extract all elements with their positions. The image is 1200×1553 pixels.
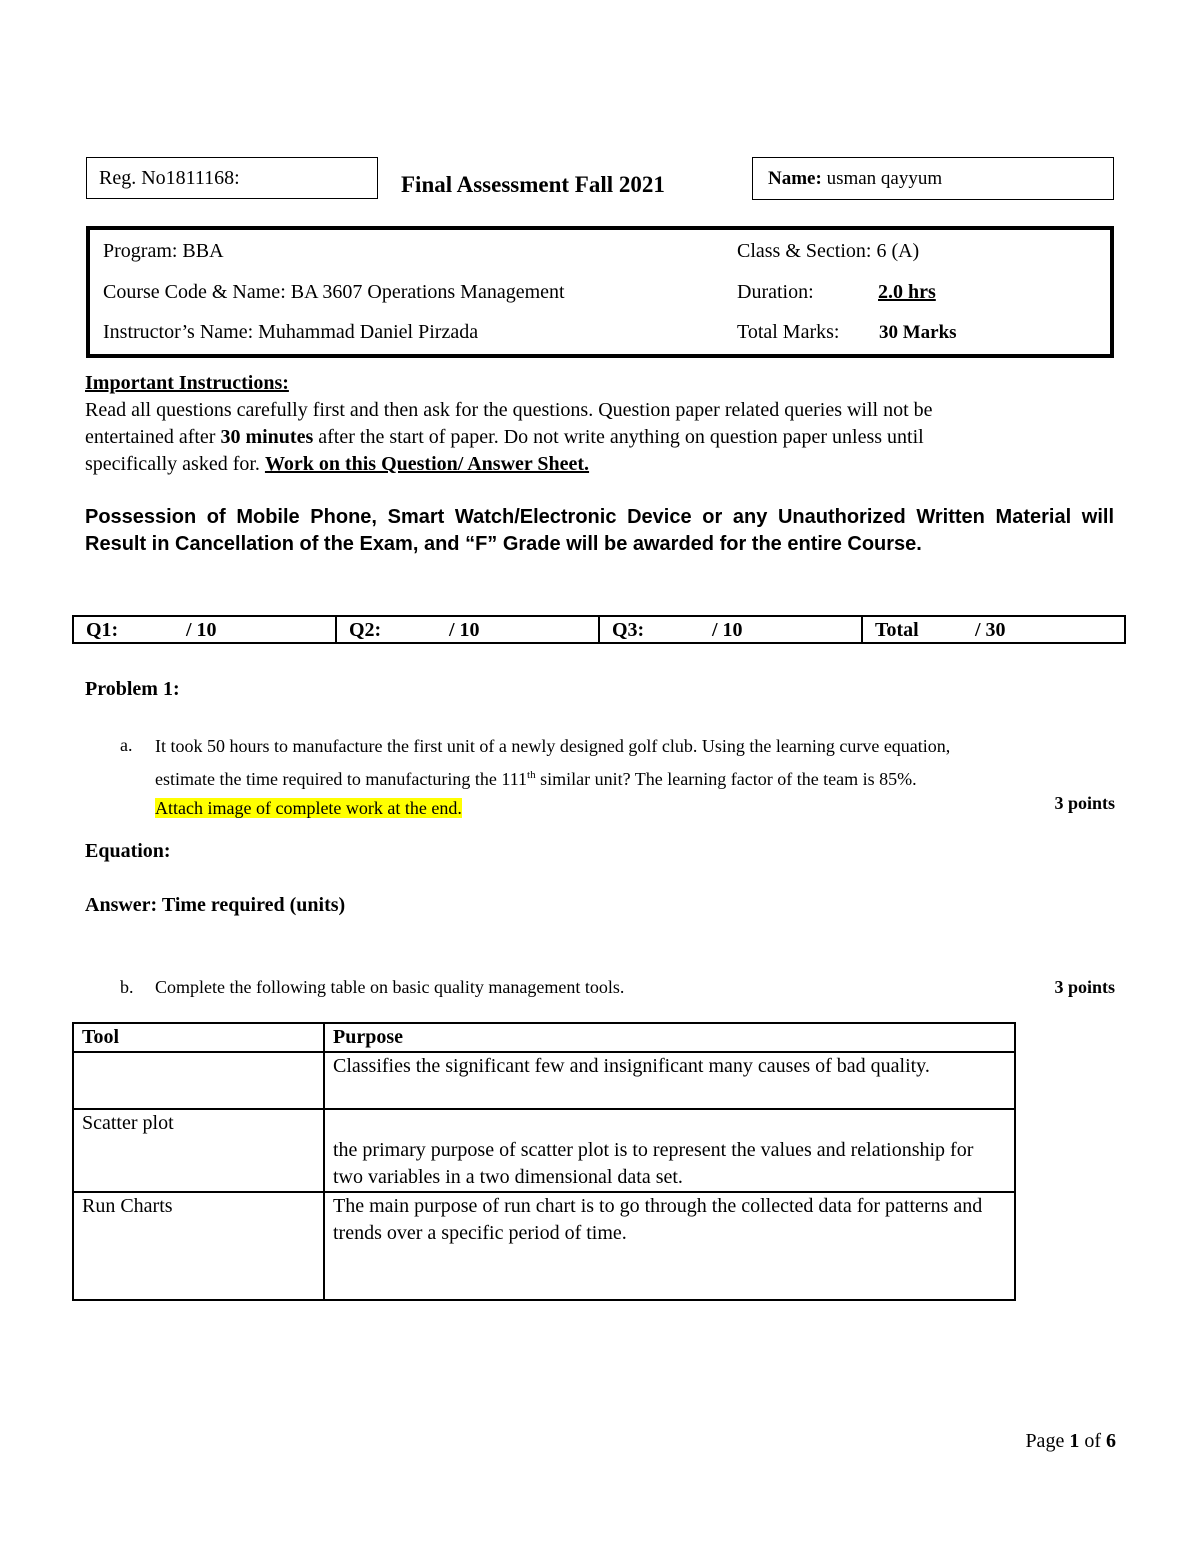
page-total: 6 [1106,1430,1116,1452]
attach-work-note: Attach image of complete work at the end. [155,798,462,818]
table-row [73,1109,1015,1192]
work-on-sheet-note: Work on this Question/ Answer Sheet. [264,453,590,475]
table-row [73,1192,1015,1300]
question-a-text: It took 50 hours to manufacture the first unit of a newly designed golf club. Using the learning curve equation, estimate the time required to manufacturing the 111th similar unit? The learning factor of the team is 85%. Attach image of complete work at the end. [155,736,951,818]
course-info-box [86,226,1114,358]
question-b-points: 3 points [1054,977,1115,997]
score-cell-q1: Q1: / 10 [74,617,337,642]
instructions-line-2: entertained after 30 minutes after the start of paper. Do not write anything on question paper unless until [85,426,924,448]
problem-1-heading: Problem 1: [85,678,180,700]
instructions-line-3: specifically asked for. Work on this Question/ Answer Sheet. [85,453,590,475]
duration-label: Duration: [737,281,814,303]
question-a-letter: a. [120,735,133,755]
purpose-cell: The main purpose of run chart is to go through the collected data for patterns and trends over a specific period of time. [324,1192,1015,1300]
student-name-box [752,157,1114,200]
tool-cell: Scatter plot [73,1109,324,1192]
table-row [73,1052,1015,1109]
score-cell-q2: Q2: / 10 [337,617,600,642]
tool-cell [73,1052,324,1109]
instructions-heading: Important Instructions: [85,372,289,394]
page-footer: Page 1 of 6 [1025,1430,1116,1452]
duration-value: 2.0 hrs [878,281,936,303]
question-b-letter: b. [120,977,134,997]
class-section: Class & Section: 6 (A) [737,240,920,262]
purpose-cell: the primary purpose of scatter plot is to represent the values and relationship for two variables in a two dimensional data set. [324,1109,1015,1192]
exam-title: Final Assessment Fall 2021 [401,172,665,197]
score-cell-total: Total / 30 [875,619,1006,641]
score-table [72,615,1126,644]
question-b-text: Complete the following table on basic quality management tools. [155,977,625,997]
device-warning: Possession of Mobile Phone, Smart Watch/Electronic Device or any Unauthorized Written Material will Result in Cancellation of the Exam, and “F” Grade will be awarded for the entire Course. [85,506,1114,555]
answer-label: Answer: Time required (units) [85,894,346,916]
score-cell-q3: Q3: / 10 [600,617,863,642]
quality-tools-table [72,1022,1016,1301]
purpose-cell: Classifies the significant few and insignificant many causes of bad quality. [324,1052,1015,1109]
header-tool: Tool [73,1023,324,1052]
reg-number-box [86,157,378,199]
program: Program: BBA [103,240,224,262]
reg-number: Reg. No1811168: [99,167,240,189]
thirty-minutes: 30 minutes [220,426,314,448]
question-a-points: 3 points [1054,793,1115,813]
instructor-name: Instructor’s Name: Muhammad Daniel Pirzada [103,321,479,343]
total-marks-value: 30 Marks [879,322,957,343]
course-code-name: Course Code & Name: BA 3607 Operations Management [103,281,565,303]
tool-cell: Run Charts [73,1192,324,1300]
instructions-line-1: Read all questions carefully first and then ask for the questions. Question paper related queries will not be [85,399,933,421]
name-value: usman qayyum [826,168,943,189]
equation-label: Equation: [85,840,171,862]
total-marks-label: Total Marks: [737,321,840,343]
header-purpose: Purpose [324,1023,1015,1052]
instructions-block [85,370,1114,478]
page-number: 1 [1069,1430,1080,1452]
name-label: Name: [768,168,822,189]
table-header-row [73,1023,1015,1052]
